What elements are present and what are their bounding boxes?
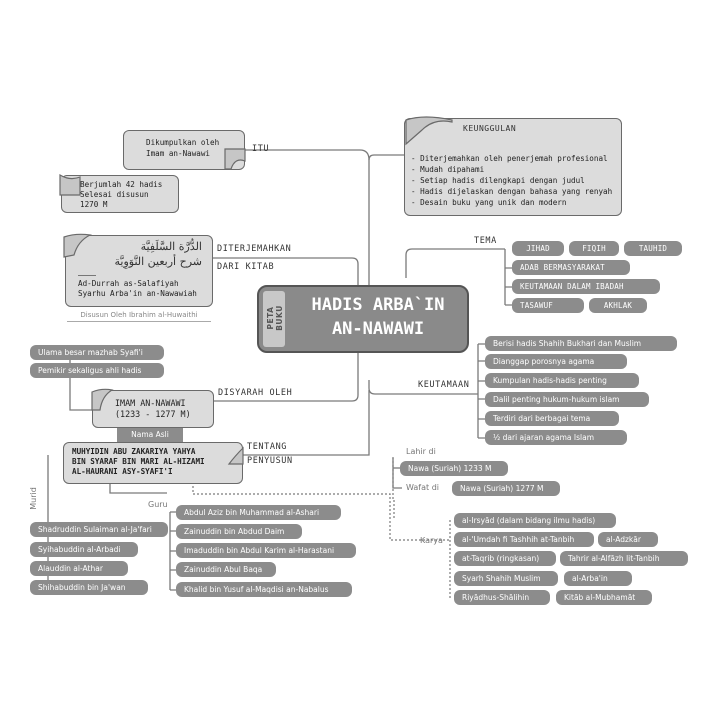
keutamaan-item-3: Kumpulan hadis-hadis penting: [485, 373, 639, 388]
karya-label: Karya: [420, 536, 443, 545]
book-arabic-line2: شرح أربعين النَّوَوِيَّة: [114, 255, 202, 268]
tema-item-tauhid: TAUHID: [624, 241, 682, 256]
keunggulan-item-1: - Diterjemahkan oleh penerjemah profesional: [411, 154, 608, 163]
center-node: [257, 285, 469, 353]
nama-asli-tag: Nama Asli: [117, 428, 183, 442]
tema-item-akhlak: AKHLAK: [589, 298, 647, 313]
murid-label: Murid: [28, 487, 38, 510]
keutamaan-item-1: Berisi hadis Shahih Bukhari dan Muslim: [485, 336, 677, 351]
book-author: Disusun Oleh Ibrahim al-Huwaithi: [67, 308, 211, 322]
keunggulan-item-2: - Mudah dipahami: [411, 165, 485, 174]
book-arabic-line1: الدُّرَّة السَّلَفِيَّة: [140, 240, 202, 253]
page-curl-itu-icon: [223, 147, 247, 171]
imam-card-line1: IMAM AN-NAWAWI: [115, 398, 186, 408]
page-curl-imam-icon: [90, 388, 114, 412]
center-side-label: PETA BUKU: [266, 305, 284, 331]
wafat-value: Nawa (Suriah) 1277 M: [452, 481, 560, 496]
karya-item-6: Syarh Shahih Muslim: [454, 571, 558, 586]
guru-item-1: Abdul Aziz bin Muhammad al-Ashari: [176, 505, 341, 520]
itu-card-1-line2: Imam an-Nawawi: [146, 149, 211, 158]
fullname-line1: MUHYIDIN ABU ZAKARIYA YAHYA: [72, 447, 196, 456]
karya-item-8: Riyādhus-Shālihin: [454, 590, 550, 605]
page-curl-keunggulan-icon: [404, 116, 454, 146]
keunggulan-item-4: - Hadis dijelaskan dengan bahasa yang renyah: [411, 187, 613, 196]
karya-item-5: Tahrir al-Alfāzh lit-Tanbih: [560, 551, 688, 566]
guru-item-2: Zainuddin bin Abdud Daim: [176, 524, 302, 539]
fullname-line3: AL-HAURANI ASY-SYAFI'I: [72, 467, 173, 476]
page-curl-book-icon: [62, 233, 92, 259]
disyarah-pill-2: Pemikir sekaligus ahli hadis: [30, 363, 164, 378]
tentang-label-line1: TENTANG: [247, 442, 288, 452]
itu-label: ITU: [252, 144, 270, 154]
keutamaan-label: KEUTAMAAN: [418, 380, 470, 390]
guru-label: Guru: [148, 500, 168, 509]
murid-item-1: Shadruddin Sulaiman al-Ja'fari: [30, 522, 168, 537]
keunggulan-item-5: - Desain buku yang unik dan modern: [411, 198, 567, 207]
karya-item-7: al-Arba'in: [564, 571, 632, 586]
wafat-label: Wafat di: [406, 483, 439, 492]
itu-card-2-line2: Selesai disusun: [80, 190, 149, 199]
itu-card-2-line3: 1270 M: [80, 200, 108, 209]
itu-card-1-line1: Dikumpulkan oleh: [146, 138, 220, 147]
book-divider: [78, 275, 96, 276]
disyarah-label: DISYARAH OLEH: [218, 388, 293, 398]
center-title-line2: AN-NAWAWI: [331, 319, 425, 339]
disyarah-pill-1: Ulama besar mazhab Syafi'i: [30, 345, 164, 360]
tema-item-tasawuf: TASAWUF: [512, 298, 584, 313]
murid-item-2: Syihabuddin al-Arbadi: [30, 542, 138, 557]
murid-item-3: Alauddin al-Athar: [30, 561, 128, 576]
karya-item-3: al-Adzkār: [598, 532, 658, 547]
murid-item-4: Shihabuddin bin Ja'wan: [30, 580, 148, 595]
itu-card-2-line1: Berjumlah 42 hadis: [80, 180, 163, 189]
tema-label: TEMA: [474, 236, 497, 246]
tema-item-jihad: JIHAD: [512, 241, 564, 256]
diterjemahkan-label-line1: DITERJEMAHKAN: [217, 244, 292, 254]
keutamaan-item-5: Terdiri dari berbagai tema: [485, 411, 619, 426]
imam-card-line2: (1233 - 1277 M): [115, 409, 191, 419]
keunggulan-label: KEUNGGULAN: [463, 124, 517, 133]
karya-item-1: al-Irsyād (dalam bidang ilmu hadis): [454, 513, 616, 528]
page-curl-itu2-icon: [58, 173, 82, 197]
tentang-label-line2: PENYUSUN: [247, 456, 293, 466]
book-latin-line2: Syarhu Arba'in an-Nawawiah: [78, 289, 197, 298]
diterjemahkan-label-line2: DARI KITAB: [217, 262, 275, 272]
fullname-line2: BIN SYARAF BIN MARI AL-HIZAMI: [72, 457, 205, 466]
guru-item-3: Imaduddin bin Abdul Karim al-Harastani: [176, 543, 356, 558]
center-title-line1: HADIS ARBA`IN: [311, 295, 445, 315]
keutamaan-item-4: Dalil penting hukum-hukum islam: [485, 392, 649, 407]
book-latin-line1: Ad-Durrah as-Salafiyah: [78, 279, 179, 288]
lahir-value: Nawa (Suriah) 1233 M: [400, 461, 508, 476]
lahir-label: Lahir di: [406, 447, 436, 456]
tema-item-fiqih: FIQIH: [569, 241, 619, 256]
guru-item-4: Zainuddin Abul Baqa: [176, 562, 276, 577]
tema-item-keutamaan-ibadah: KEUTAMAAN DALAM IBADAH: [512, 279, 660, 294]
karya-item-4: at-Taqrib (ringkasan): [454, 551, 556, 566]
karya-item-9: Kitāb al-Mubhamāt: [556, 590, 652, 605]
karya-item-2: al-'Umdah fi Tashhih at-Tanbih: [454, 532, 594, 547]
tema-item-adab: ADAB BERMASYARAKAT: [512, 260, 630, 275]
page-curl-fullname-icon: [225, 446, 245, 466]
keutamaan-item-6: ½ dari ajaran agama Islam: [485, 430, 627, 445]
fullname-card: [63, 442, 243, 484]
keunggulan-item-3: - Setiap hadis dilengkapi dengan judul: [411, 176, 585, 185]
keutamaan-item-2: Dianggap porosnya agama: [485, 354, 627, 369]
guru-item-5: Khalid bin Yusuf al-Maqdisi an-Nabalus: [176, 582, 352, 597]
